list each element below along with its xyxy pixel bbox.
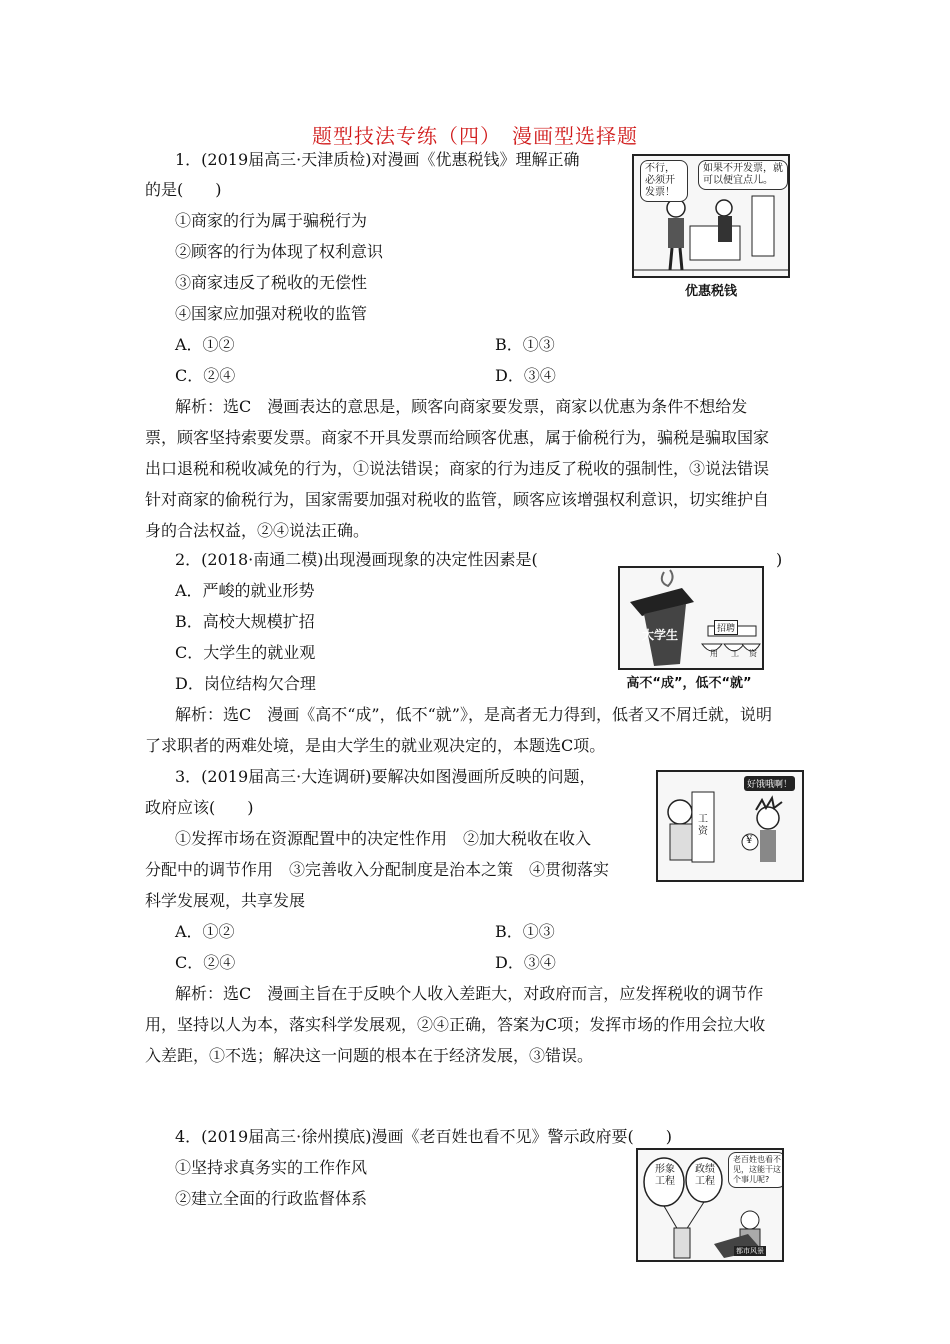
q2-analysis-line1: 解析：选C 漫画《高不“成”，低不“就”》，是高者无力得到，低者又不屑迁就，说明: [175, 705, 772, 724]
q2-stem: 2．(2018·南通二模)出现漫画现象的决定性因素是(: [175, 550, 538, 569]
q1-analysis-line3: 出口退税和税收减免的行为，①说法错误；商家的行为违反了税收的强制性，③说法错误: [145, 459, 770, 478]
q1-item-3: ③商家违反了税收的无偿性: [175, 273, 368, 292]
q2-option-a: A．严峻的就业形势: [175, 581, 315, 600]
q1-stem-line2: 的是( ): [145, 180, 222, 199]
q2-option-c: C．大学生的就业观: [175, 643, 316, 662]
q4-balloon-label-2: 政绩工程: [695, 1164, 715, 1187]
q1-analysis-line5: 身的合法权益，②④说法正确。: [145, 521, 370, 540]
page-title: 题型技法专练（四） 漫画型选择题: [312, 124, 638, 148]
q3-stem-line2: 政府应该( ): [145, 798, 254, 817]
q2-option-d: D．岗位结构欠合理: [175, 674, 316, 693]
q3-analysis-line1: 解析：选C 漫画主旨在于反映个人收入差距大，对政府而言，应发挥税收的调节作: [175, 984, 764, 1003]
q4-stem: 4．(2019届高三·徐州摸底)漫画《老百姓也看不见》警示政府要( ): [175, 1127, 672, 1146]
q2-bowl-label-2: 工: [731, 649, 739, 658]
q3-analysis-line2: 用，坚持以人为本，落实科学发展观，②④正确，答案为C项；发挥市场的作用会拉大收: [145, 1015, 766, 1034]
q2-option-b: B．高校大规模扩招: [175, 612, 315, 631]
q1-item-4: ④国家应加强对税收的监管: [175, 304, 368, 323]
q3-items-line3: 科学发展观，共享发展: [145, 891, 306, 910]
q1-analysis-line2: 票，顾客坚持索要发票。商家不开具发票而给顾客优惠，属于偷税行为，骗税是骗取国家: [145, 428, 770, 447]
q4-item-1: ①坚持求真务实的工作作风: [175, 1158, 368, 1177]
q1-analysis-line1: 解析：选C 漫画表达的意思是，顾客向商家要发票，商家以优惠为条件不想给发: [175, 397, 748, 416]
q2-stem-close: ): [776, 550, 783, 569]
q1-option-d: D．③④: [495, 366, 556, 385]
q3-option-c: C．②④: [175, 953, 236, 972]
q4-balloon-label-1: 形象工程: [655, 1164, 675, 1187]
q4-cartoon-image: [636, 1148, 784, 1262]
q1-option-a: A．①②: [175, 335, 235, 354]
q2-cartoon-image: [618, 566, 764, 670]
q3-option-b: B．①③: [495, 922, 555, 941]
q1-option-c: C．②④: [175, 366, 236, 385]
q2-analysis-line2: 了求职者的两难处境，是由大学生的就业观决定的，本题选C项。: [145, 736, 606, 755]
q1-analysis-line4: 针对商家的偷税行为，国家需要加强对税收的监管，顾客应该增强权利意识，切实维护自: [145, 490, 770, 509]
q3-analysis-line3: 入差距，①不选；解决这一问题的根本在于经济发展，③错误。: [145, 1046, 594, 1065]
q3-stem-line1: 3．(2019届高三·大连调研)要解决如图漫画所反映的问题，: [175, 767, 596, 786]
q3-option-d: D．③④: [495, 953, 556, 972]
q3-banner: 好饿哦啊！: [744, 776, 795, 791]
q3-salary-stack-label: 工资: [698, 814, 708, 837]
q2-bowl-label-3: 资: [749, 649, 757, 658]
q3-items-line1: ①发挥市场在资源配置中的决定性作用 ②加大税收在收入: [175, 829, 592, 848]
q1-cartoon-caption: 优惠税钱: [684, 284, 737, 299]
q1-item-1: ①商家的行为属于骗税行为: [175, 211, 368, 230]
q1-option-b: B．①③: [495, 335, 555, 354]
q3-cartoon-image: [656, 770, 804, 882]
q2-recruit-sign: 招聘: [714, 620, 738, 635]
q4-speech-bubble: 老百姓也看不见，这能干这个事儿呢?: [728, 1152, 784, 1188]
q2-hat-label: 大学生: [642, 628, 679, 642]
q1-stem-line1: 1．(2019届高三·天津质检)对漫画《优惠税钱》理解正确: [175, 150, 580, 169]
q3-items-line2: 分配中的调节作用 ③完善收入分配制度是治本之策 ④贯彻落实: [145, 860, 610, 879]
q1-item-2: ②顾客的行为体现了权利意识: [175, 242, 384, 261]
q2-cartoon-caption: 高不“成”，低不“就”: [626, 676, 752, 691]
q1-speech-bubble-customer: 不行，必须开发票！: [640, 160, 688, 202]
q3-coin-symbol: ¥: [746, 835, 753, 846]
q4-item-2: ②建立全面的行政监督体系: [175, 1189, 368, 1208]
q3-option-a: A．①②: [175, 922, 235, 941]
q2-cartoon-drawing: [620, 568, 762, 668]
q4-scenery-sign: 都市风景: [736, 1247, 764, 1255]
q1-cartoon-image: [632, 154, 790, 278]
q2-bowl-label-1: 用: [710, 649, 718, 658]
q1-speech-bubble-merchant: 如果不开发票，就可以便宜点儿。: [698, 160, 788, 190]
